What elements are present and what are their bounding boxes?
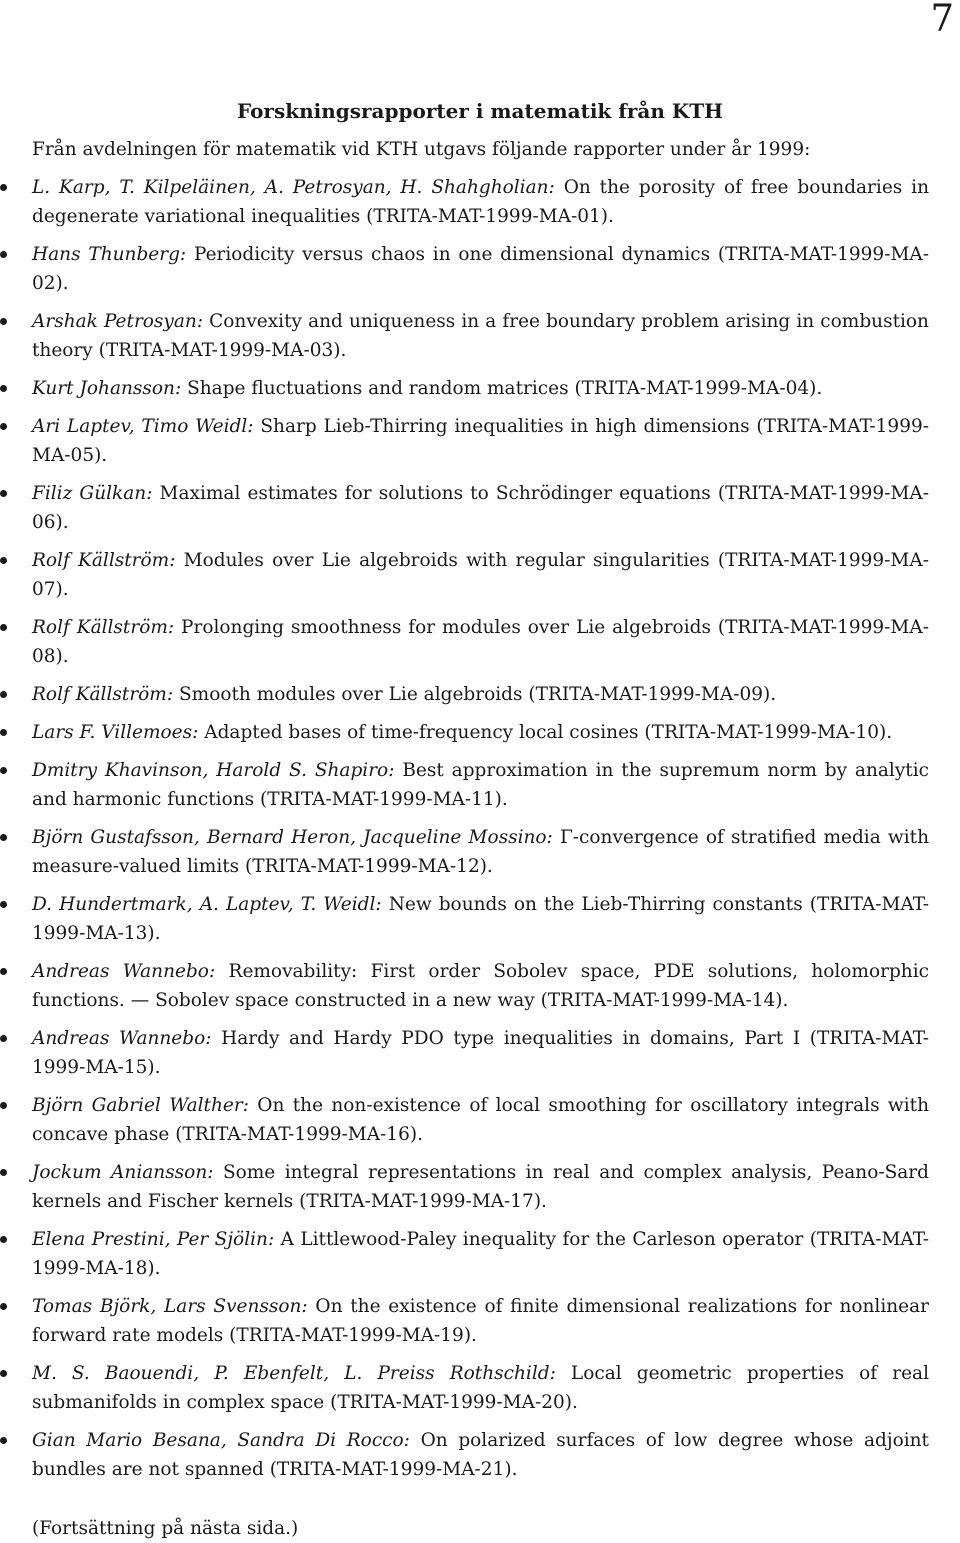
report-title: Prolonging smoothness for modules over Lie algebroids (TRITA-MAT-1999-MA-08).: [32, 617, 929, 667]
bullet-icon: [0, 1169, 7, 1176]
report-authors: Rolf Källström:: [32, 550, 176, 571]
report-title: Sharp Lieb-Thirring inequalities in high dimensions (TRITA-MAT-1999-MA-05).: [32, 416, 929, 466]
report-authors: Elena Prestini, Per Sjölin:: [32, 1229, 275, 1250]
report-item: [0, 412, 960, 470]
report-title: On polarized surfaces of low degree whose adjoint bundles are not spanned (TRITA-MAT-1999-MA-21).: [32, 1430, 929, 1480]
report-authors: Arshak Petrosyan:: [32, 311, 204, 332]
report-title: Best approximation in the supremum norm by analytic and harmonic functions (TRITA-MAT-1999-MA-11).: [32, 760, 929, 810]
continuation-note: (Fortsättning på nästa sida.): [32, 1518, 299, 1539]
bullet-icon: [0, 624, 7, 631]
report-authors: Rolf Källström:: [32, 684, 174, 705]
bullet-icon: [0, 1370, 7, 1377]
page-title: Forskningsrapporter i matematik från KTH: [236, 99, 723, 123]
bullet-icon: [0, 691, 7, 698]
report-item: [0, 1359, 960, 1417]
report-title: Hardy and Hardy PDO type inequalities in domains, Part I (TRITA-MAT-1999-MA-15).: [32, 1028, 930, 1078]
bullet-icon: [0, 1035, 7, 1042]
report-authors: Lars F. Villemoes:: [32, 722, 199, 743]
report-authors: Tomas Björk, Lars Svensson:: [32, 1296, 308, 1317]
report-authors: Rolf Källström:: [32, 617, 175, 638]
report-authors: Dmitry Khavinson, Harold S. Shapiro:: [32, 760, 395, 781]
report-item: [0, 1225, 960, 1283]
report-title: Γ-convergence of stratified media with measure-valued limits (TRITA-MAT-1999-MA-12).: [32, 827, 930, 877]
report-title: Periodicity versus chaos in one dimensional dynamics (TRITA-MAT-1999-MA-02).: [32, 244, 929, 294]
bullet-icon: [0, 1303, 7, 1310]
report-item: [0, 1091, 960, 1149]
report-item: [0, 756, 960, 814]
report-authors: D. Hundertmark, A. Laptev, T. Weidl:: [32, 894, 382, 915]
bullet-icon: [0, 1437, 7, 1444]
bullet-icon: [0, 729, 7, 736]
report-title: Smooth modules over Lie algebroids (TRITA-MAT-1999-MA-09).: [178, 684, 777, 705]
bullet-icon: [0, 557, 7, 564]
bullet-icon: [0, 767, 7, 774]
bullet-icon: [0, 385, 7, 392]
report-authors: L. Karp, T. Kilpeläinen, A. Petrosyan, H. Shahgholian:: [32, 177, 555, 198]
report-authors: Jockum Aniansson:: [32, 1162, 214, 1183]
report-list: [0, 173, 960, 1493]
report-authors: Filiz Gülkan:: [32, 483, 153, 504]
report-authors: Andreas Wannebo:: [32, 1028, 212, 1049]
report-authors: Andreas Wannebo:: [32, 961, 216, 982]
report-item: [0, 957, 960, 1015]
report-authors: Ari Laptev, Timo Weidl:: [32, 416, 254, 437]
report-title: Adapted bases of time-frequency local cosines (TRITA-MAT-1999-MA-10).: [204, 722, 893, 743]
report-authors: Hans Thunberg:: [32, 244, 187, 265]
page-number: 7: [930, 0, 954, 40]
report-item: [0, 546, 960, 604]
bullet-icon: [0, 1102, 7, 1109]
report-title: Local geometric properties of real submanifolds in complex space (TRITA-MAT-1999-MA-20).: [32, 1363, 929, 1413]
report-title: Convexity and uniqueness in a free boundary problem arising in combustion theory (TRITA-MAT-1999-MA-03).: [32, 311, 929, 361]
report-title: Shape fluctuations and random matrices (TRITA-MAT-1999-MA-04).: [187, 378, 823, 399]
bullet-icon: [0, 423, 7, 430]
report-title: Maximal estimates for solutions to Schrödinger equations (TRITA-MAT-1999-MA-06).: [32, 483, 930, 533]
report-item: [0, 680, 960, 709]
bullet-icon: [0, 968, 7, 975]
report-item: [0, 1158, 960, 1216]
report-title: Modules over Lie algebroids with regular singularities (TRITA-MAT-1999-MA-07).: [32, 550, 929, 600]
report-item: [0, 718, 960, 747]
bullet-icon: [0, 834, 7, 841]
report-authors: Björn Gustafsson, Bernard Heron, Jacqueline Mossino:: [32, 827, 553, 848]
report-title: On the porosity of free boundaries in degenerate variational inequalities (TRITA-MAT-1999-MA-01).: [32, 177, 929, 227]
report-item: [0, 240, 960, 298]
report-item: [0, 1426, 960, 1484]
report-item: [0, 307, 960, 365]
bullet-icon: [0, 901, 7, 908]
report-title: Some integral representations in real and complex analysis, Peano-Sard kernels and Fischer kernels (TRITA-MAT-1999-MA-17).: [32, 1162, 929, 1212]
intro-text: Från avdelningen för matematik vid KTH utgavs följande rapporter under år 1999:: [32, 139, 811, 160]
bullet-icon: [0, 251, 7, 258]
report-authors: Björn Gabriel Walther:: [32, 1095, 249, 1116]
report-item: [0, 479, 960, 537]
report-item: [0, 1024, 960, 1082]
report-item: [0, 823, 960, 881]
report-item: [0, 890, 960, 948]
report-item: [0, 1292, 960, 1350]
bullet-icon: [0, 184, 7, 191]
report-authors: M. S. Baouendi, P. Ebenfelt, L. Preiss Rothschild:: [32, 1363, 556, 1384]
report-title: New bounds on the Lieb-Thirring constants (TRITA-MAT-1999-MA-13).: [32, 894, 930, 944]
bullet-icon: [0, 318, 7, 325]
bullet-icon: [0, 490, 7, 497]
report-item: [0, 173, 960, 231]
report-title: On the existence of finite dimensional realizations for nonlinear forward rate models (TRITA-MAT-1999-MA-19).: [32, 1296, 929, 1346]
report-title: On the non-existence of local smoothing for oscillatory integrals with concave phase (TRITA-MAT-1999-MA-16).: [32, 1095, 930, 1145]
report-item: [0, 374, 960, 403]
report-item: [0, 613, 960, 671]
report-title: A Littlewood-Paley inequality for the Carleson operator (TRITA-MAT-1999-MA-18).: [32, 1229, 929, 1279]
report-authors: Kurt Johansson:: [32, 378, 182, 399]
bullet-icon: [0, 1236, 7, 1243]
report-authors: Gian Mario Besana, Sandra Di Rocco:: [32, 1430, 410, 1451]
report-title: Removability: First order Sobolev space, PDE solutions, holomorphic functions. — Sobolev space constructed in a new way (TRITA-MAT-1999-MA-14).: [32, 961, 929, 1011]
